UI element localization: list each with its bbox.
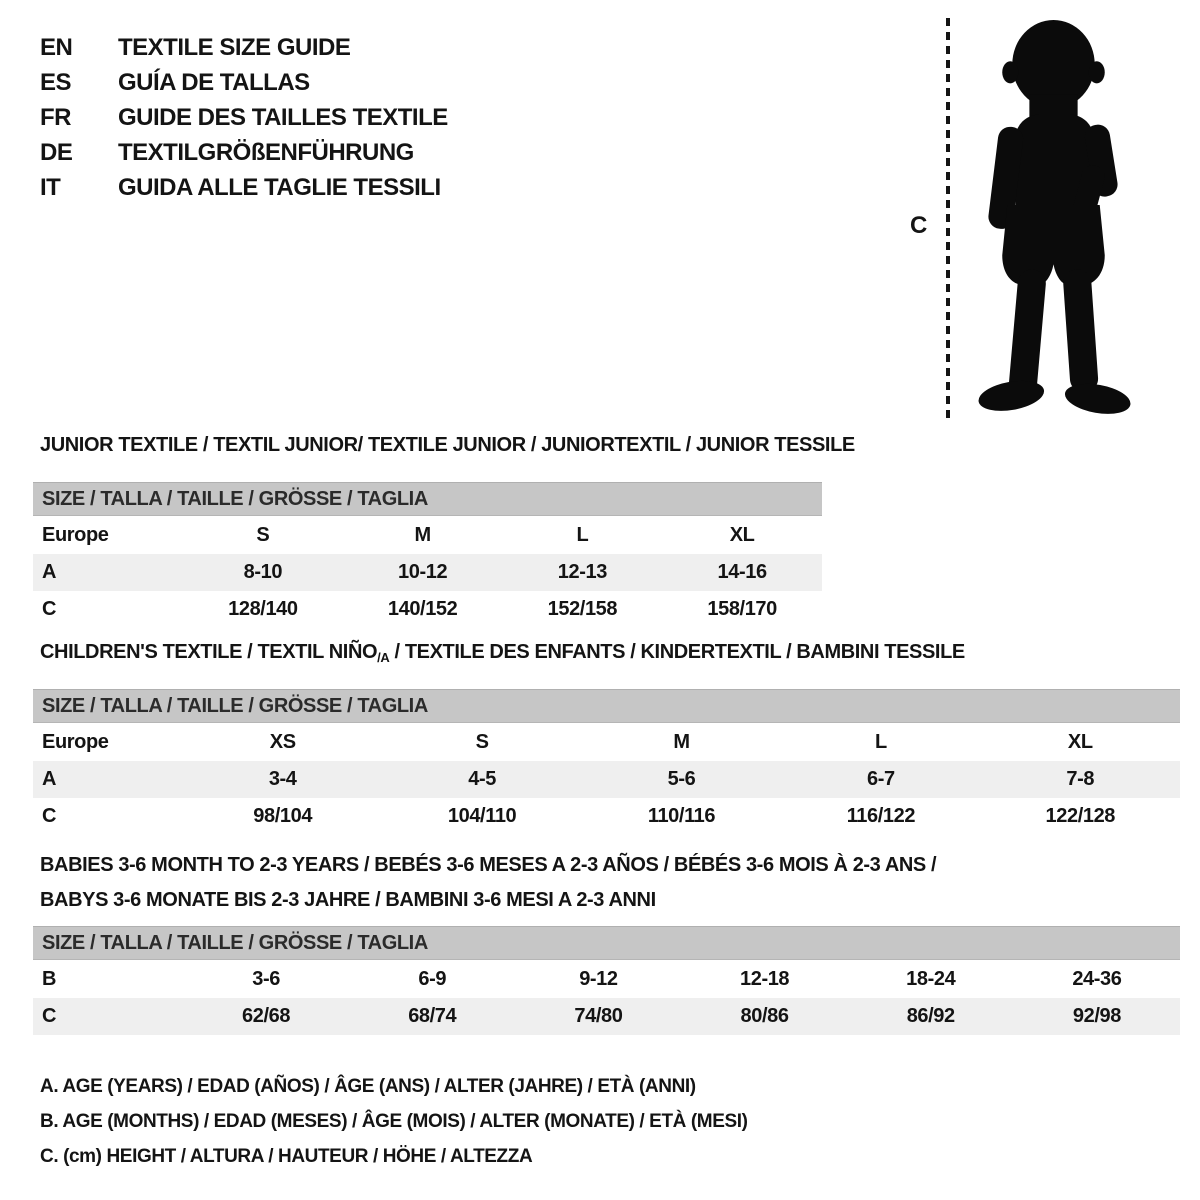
size-cell: 68/74	[408, 1005, 457, 1027]
row-label: C	[42, 1005, 57, 1027]
size-cell: 18-24	[906, 968, 956, 990]
size-cell: 62/68	[242, 1005, 291, 1027]
size-cell: 4-5	[468, 768, 496, 790]
table-row-age-years	[33, 761, 1180, 798]
children-title-prefix: CHILDREN'S TEXTILE / TEXTIL NIÑO	[40, 641, 378, 663]
size-cell: L	[874, 731, 887, 753]
language-title-list	[40, 30, 448, 205]
size-cell: 92/98	[1072, 1005, 1121, 1027]
size-cell: 8-10	[243, 561, 283, 583]
language-code: DE	[40, 138, 73, 166]
language-title: GUIDE DES TAILLES TEXTILE	[118, 103, 448, 131]
table-row-europe	[33, 724, 1180, 761]
size-cell: 7-8	[1066, 768, 1095, 790]
table-row-height-cm	[33, 591, 822, 628]
size-cell: 104/110	[447, 805, 517, 827]
language-code: ES	[40, 68, 72, 96]
language-title: TEXTILE SIZE GUIDE	[118, 33, 351, 61]
height-measure-dotted-line	[946, 18, 950, 418]
legend-line-c	[40, 1139, 748, 1174]
size-cell: 9-12	[579, 968, 618, 990]
measure-label-c: C	[910, 212, 928, 239]
size-cell: S	[256, 524, 270, 546]
size-cell: 86/92	[906, 1005, 955, 1027]
height-figure	[900, 0, 1200, 430]
row-label: C	[42, 805, 57, 827]
size-cell: M	[673, 731, 690, 753]
size-cell: S	[475, 731, 489, 753]
table-row-europe	[33, 517, 822, 554]
size-header-label: SIZE / TALLA / TAILLE / GRÖSSE / TAGLIA	[42, 931, 428, 954]
legend-line-a-text: A. AGE (YEARS) / EDAD (AÑOS) / ÂGE (ANS) / ALTER (JAHRE) / ETÀ (ANNI)	[40, 1075, 696, 1097]
children-section-title	[40, 641, 965, 665]
language-row-fr	[40, 100, 448, 135]
language-row-es	[40, 65, 448, 100]
toddler-silhouette-icon	[962, 16, 1144, 418]
size-cell: 98/104	[253, 805, 313, 827]
size-cell: 74/80	[574, 1005, 623, 1027]
table-row-height-cm	[33, 998, 1180, 1035]
size-cell: 10-12	[398, 561, 448, 583]
size-cell: 5-6	[667, 768, 696, 790]
size-cell: L	[576, 524, 589, 546]
children-title-suffix: / TEXTILE DES ENFANTS / KINDERTEXTIL / BAMBINI TESSILE	[389, 641, 965, 663]
size-cell: 116/122	[846, 805, 916, 827]
language-title: GUÍA DE TALLAS	[118, 68, 310, 96]
children-size-table	[33, 689, 1180, 835]
size-cell: 158/170	[707, 598, 777, 620]
children-size-header-bar	[33, 689, 1180, 723]
size-cell: 110/116	[647, 805, 716, 827]
junior-size-header-bar	[33, 482, 822, 516]
row-label: B	[42, 968, 57, 990]
table-row-age-years	[33, 554, 822, 591]
row-label: C	[42, 598, 57, 620]
babies-section-title-line2	[40, 889, 656, 912]
junior-section-title	[40, 434, 855, 457]
legend-line-c-text: C. (cm) HEIGHT / ALTURA / HAUTEUR / HÖHE / ALTEZZA	[40, 1145, 533, 1167]
babies-title-line2-text: BABYS 3-6 MONATE BIS 2-3 JAHRE / BAMBINI 3-6 MESI A 2-3 ANNI	[40, 889, 656, 911]
row-label: A	[42, 768, 57, 790]
table-row-height-cm	[33, 798, 1180, 835]
size-cell: 80/86	[740, 1005, 789, 1027]
babies-size-header-bar	[33, 926, 1180, 960]
size-cell: 3-4	[268, 768, 297, 790]
size-cell: XS	[269, 731, 296, 753]
language-code: IT	[40, 173, 61, 201]
babies-size-table	[33, 926, 1180, 1035]
language-row-en	[40, 30, 448, 65]
size-cell: 6-7	[867, 768, 895, 790]
size-cell: 6-9	[418, 968, 447, 990]
size-cell: 12-13	[557, 561, 607, 583]
size-cell: 140/152	[387, 598, 458, 620]
size-header-label: SIZE / TALLA / TAILLE / GRÖSSE / TAGLIA	[42, 487, 428, 510]
row-label: A	[42, 561, 57, 583]
row-label: Europe	[42, 524, 109, 546]
size-cell: XL	[1067, 731, 1093, 753]
measurement-legend	[40, 1069, 748, 1174]
size-cell: 14-16	[717, 561, 767, 583]
size-cell: M	[414, 524, 431, 546]
size-cell: 3-6	[252, 968, 280, 990]
language-title: GUIDA ALLE TAGLIE TESSILI	[118, 173, 441, 201]
size-cell: 152/158	[547, 598, 618, 620]
size-cell: 128/140	[228, 598, 298, 620]
children-title-subscript: /A	[377, 650, 390, 665]
table-row-age-months	[33, 961, 1180, 998]
language-row-de	[40, 135, 448, 170]
size-cell: 122/128	[1045, 805, 1116, 827]
language-code: FR	[40, 103, 71, 131]
legend-line-a	[40, 1069, 748, 1104]
junior-section-title-text: JUNIOR TEXTILE / TEXTIL JUNIOR/ TEXTILE JUNIOR / JUNIORTEXTIL / JUNIOR TESSILE	[40, 434, 855, 456]
babies-section-title-line1	[40, 854, 936, 877]
row-label: Europe	[42, 731, 109, 753]
language-title: TEXTILGRÖßENFÜHRUNG	[118, 138, 414, 166]
size-cell: XL	[729, 524, 755, 546]
size-header-label: SIZE / TALLA / TAILLE / GRÖSSE / TAGLIA	[42, 694, 428, 717]
legend-line-b-text: B. AGE (MONTHS) / EDAD (MESES) / ÂGE (MOIS) / ALTER (MONATE) / ETÀ (MESI)	[40, 1110, 748, 1132]
legend-line-b	[40, 1104, 748, 1139]
language-row-it	[40, 170, 448, 205]
babies-title-line1-text: BABIES 3-6 MONTH TO 2-3 YEARS / BEBÉS 3-6 MESES A 2-3 AÑOS / BÉBÉS 3-6 MOIS À 2-3 ANS /	[40, 854, 937, 876]
size-cell: 24-36	[1072, 968, 1122, 990]
junior-size-table	[33, 482, 822, 628]
size-cell: 12-18	[740, 968, 790, 990]
language-code: EN	[40, 33, 73, 61]
